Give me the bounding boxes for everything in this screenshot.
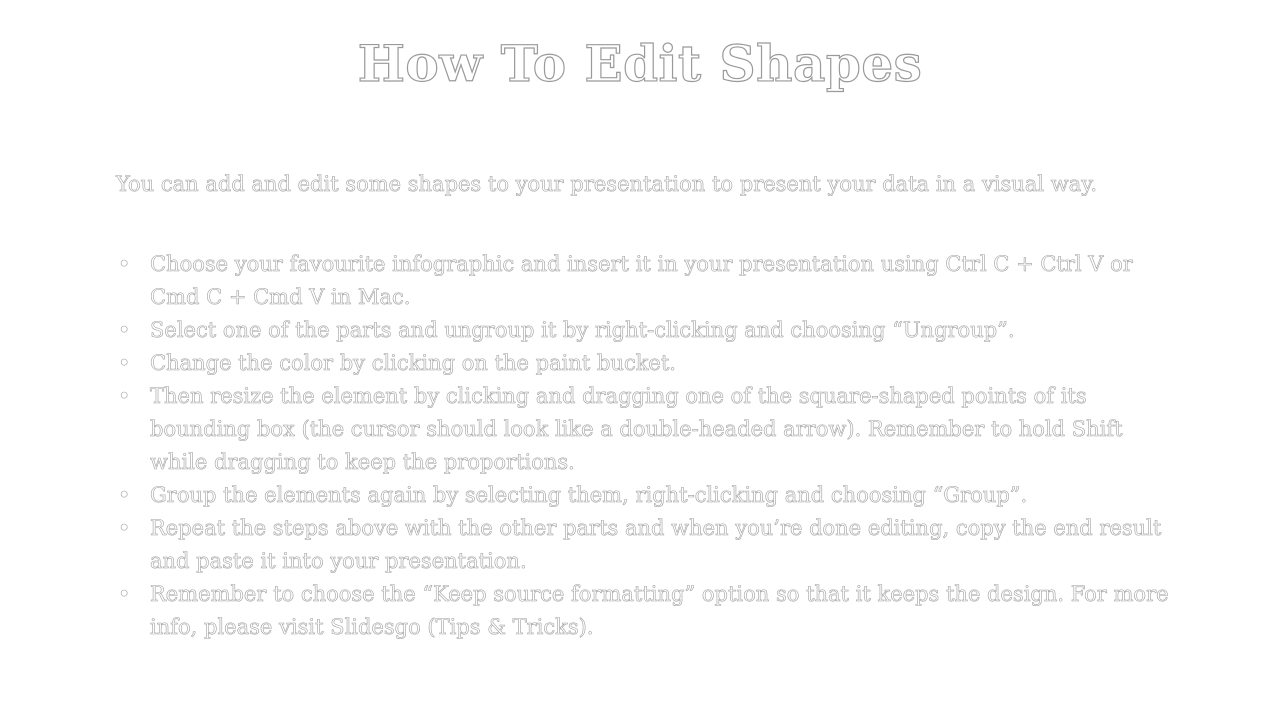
list-item xyxy=(116,578,1176,644)
bullet-icon: • xyxy=(118,351,131,375)
list-item xyxy=(116,314,1176,347)
bullet-icon: • xyxy=(118,516,131,540)
bullet-icon: • xyxy=(118,384,131,408)
bullet-icon: • xyxy=(118,483,131,507)
slide-title: How To Edit Shapes xyxy=(357,34,923,93)
list-item xyxy=(116,248,1176,314)
steps-list xyxy=(116,248,1176,644)
step-text: Group the elements again by selecting them, right-clicking and choosing “Group”. xyxy=(150,483,1028,507)
list-item xyxy=(116,512,1176,578)
bullet-icon: • xyxy=(118,582,131,606)
intro-paragraph: You can add and edit some shapes to your presentation to present your data in a visual way. xyxy=(116,172,1097,196)
step-text: Remember to choose the “Keep source formatting” option so that it keeps the design. For more info, please visit Slidesgo (Tips & Tricks). xyxy=(150,582,1169,639)
bullet-icon: • xyxy=(118,318,131,342)
step-text: Then resize the element by clicking and dragging one of the square-shaped points of its bounding box (the cursor should look like a double-headed arrow). Remember to hold Shift while dragging to keep the proportions. xyxy=(150,384,1123,474)
step-text: Change the color by clicking on the paint bucket. xyxy=(150,351,676,375)
bullet-icon: • xyxy=(118,252,131,276)
step-text: Choose your favourite infographic and insert it in your presentation using Ctrl C + Ctrl V or Cmd C + Cmd V in Mac. xyxy=(150,252,1133,309)
step-text: Select one of the parts and ungroup it by right-clicking and choosing “Ungroup”. xyxy=(150,318,1015,342)
list-item xyxy=(116,380,1176,479)
list-item xyxy=(116,347,1176,380)
list-item xyxy=(116,479,1176,512)
step-text: Repeat the steps above with the other parts and when you’re done editing, copy the end result and paste it into your presentation. xyxy=(150,516,1162,573)
